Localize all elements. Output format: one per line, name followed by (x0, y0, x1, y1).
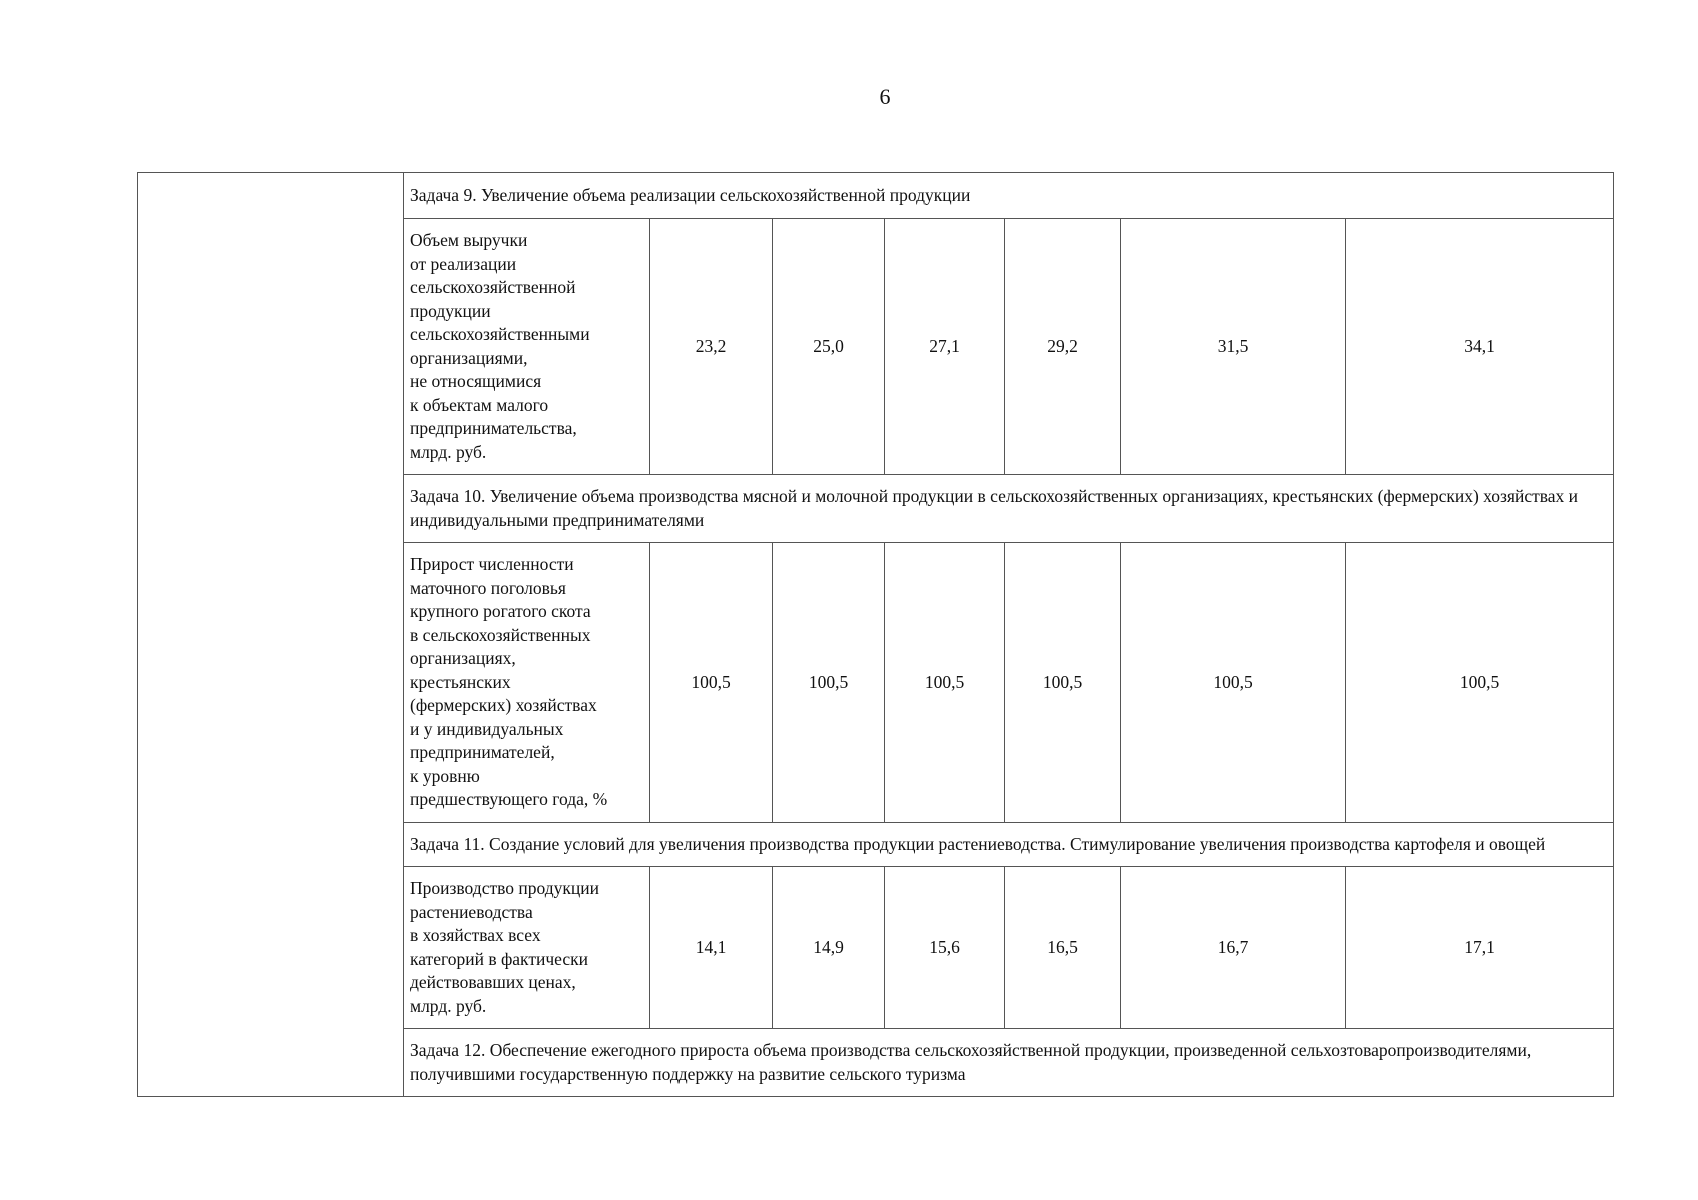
value-cell: 100,5 (885, 543, 1005, 823)
blank-left-cell (138, 173, 404, 1097)
task-cell: Задача 9. Увеличение объема реализации сельскохозяйственной продукции (404, 173, 1614, 219)
value-cell: 100,5 (650, 543, 773, 823)
value-cell: 34,1 (1346, 219, 1614, 475)
value-cell: 31,5 (1121, 219, 1346, 475)
value-cell: 100,5 (1005, 543, 1121, 823)
value-cell: 100,5 (1121, 543, 1346, 823)
value-cell: 29,2 (1005, 219, 1121, 475)
value-cell: 100,5 (773, 543, 885, 823)
indicator-cell: Прирост численности маточного поголовья крупного рогатого скота в сельскохозяйственных организациях, крестьянских (фермерских) хозяйствах и у индивидуальных предпринимателей, к уровню предшествующего года, % (404, 543, 650, 823)
value-cell: 14,1 (650, 867, 773, 1029)
indicator-cell: Объем выручки от реализации сельскохозяйственной продукции сельскохозяйственными организациями, не относящимися к объектам малого предпринимательства, млрд. руб. (404, 219, 650, 475)
value-cell: 16,7 (1121, 867, 1346, 1029)
task-cell: Задача 10. Увеличение объема производства мясной и молочной продукции в сельскохозяйственных организациях, крестьянских (фермерских) хозяйствах и индивидуальными предпринимателями (404, 475, 1614, 543)
value-cell: 15,6 (885, 867, 1005, 1029)
indicator-cell: Производство продукции растениеводства в хозяйствах всех категорий в фактически действовавших ценах, млрд. руб. (404, 867, 650, 1029)
value-cell: 23,2 (650, 219, 773, 475)
value-cell: 100,5 (1346, 543, 1614, 823)
indicators-table (137, 172, 1614, 1097)
value-cell: 16,5 (1005, 867, 1121, 1029)
task-row (138, 173, 1614, 219)
value-cell: 14,9 (773, 867, 885, 1029)
value-cell: 27,1 (885, 219, 1005, 475)
task-cell: Задача 12. Обеспечение ежегодного прироста объема производства сельскохозяйственной продукции, произведенной сельхозтоваропроизводителями, получившими государственную поддержку на развитие сельского туризма (404, 1029, 1614, 1097)
page-number: 6 (879, 84, 891, 109)
value-cell: 25,0 (773, 219, 885, 475)
value-cell: 17,1 (1346, 867, 1614, 1029)
task-cell: Задача 11. Создание условий для увеличения производства продукции растениеводства. Стимулирование увеличения производства картофеля и овощей (404, 822, 1614, 867)
